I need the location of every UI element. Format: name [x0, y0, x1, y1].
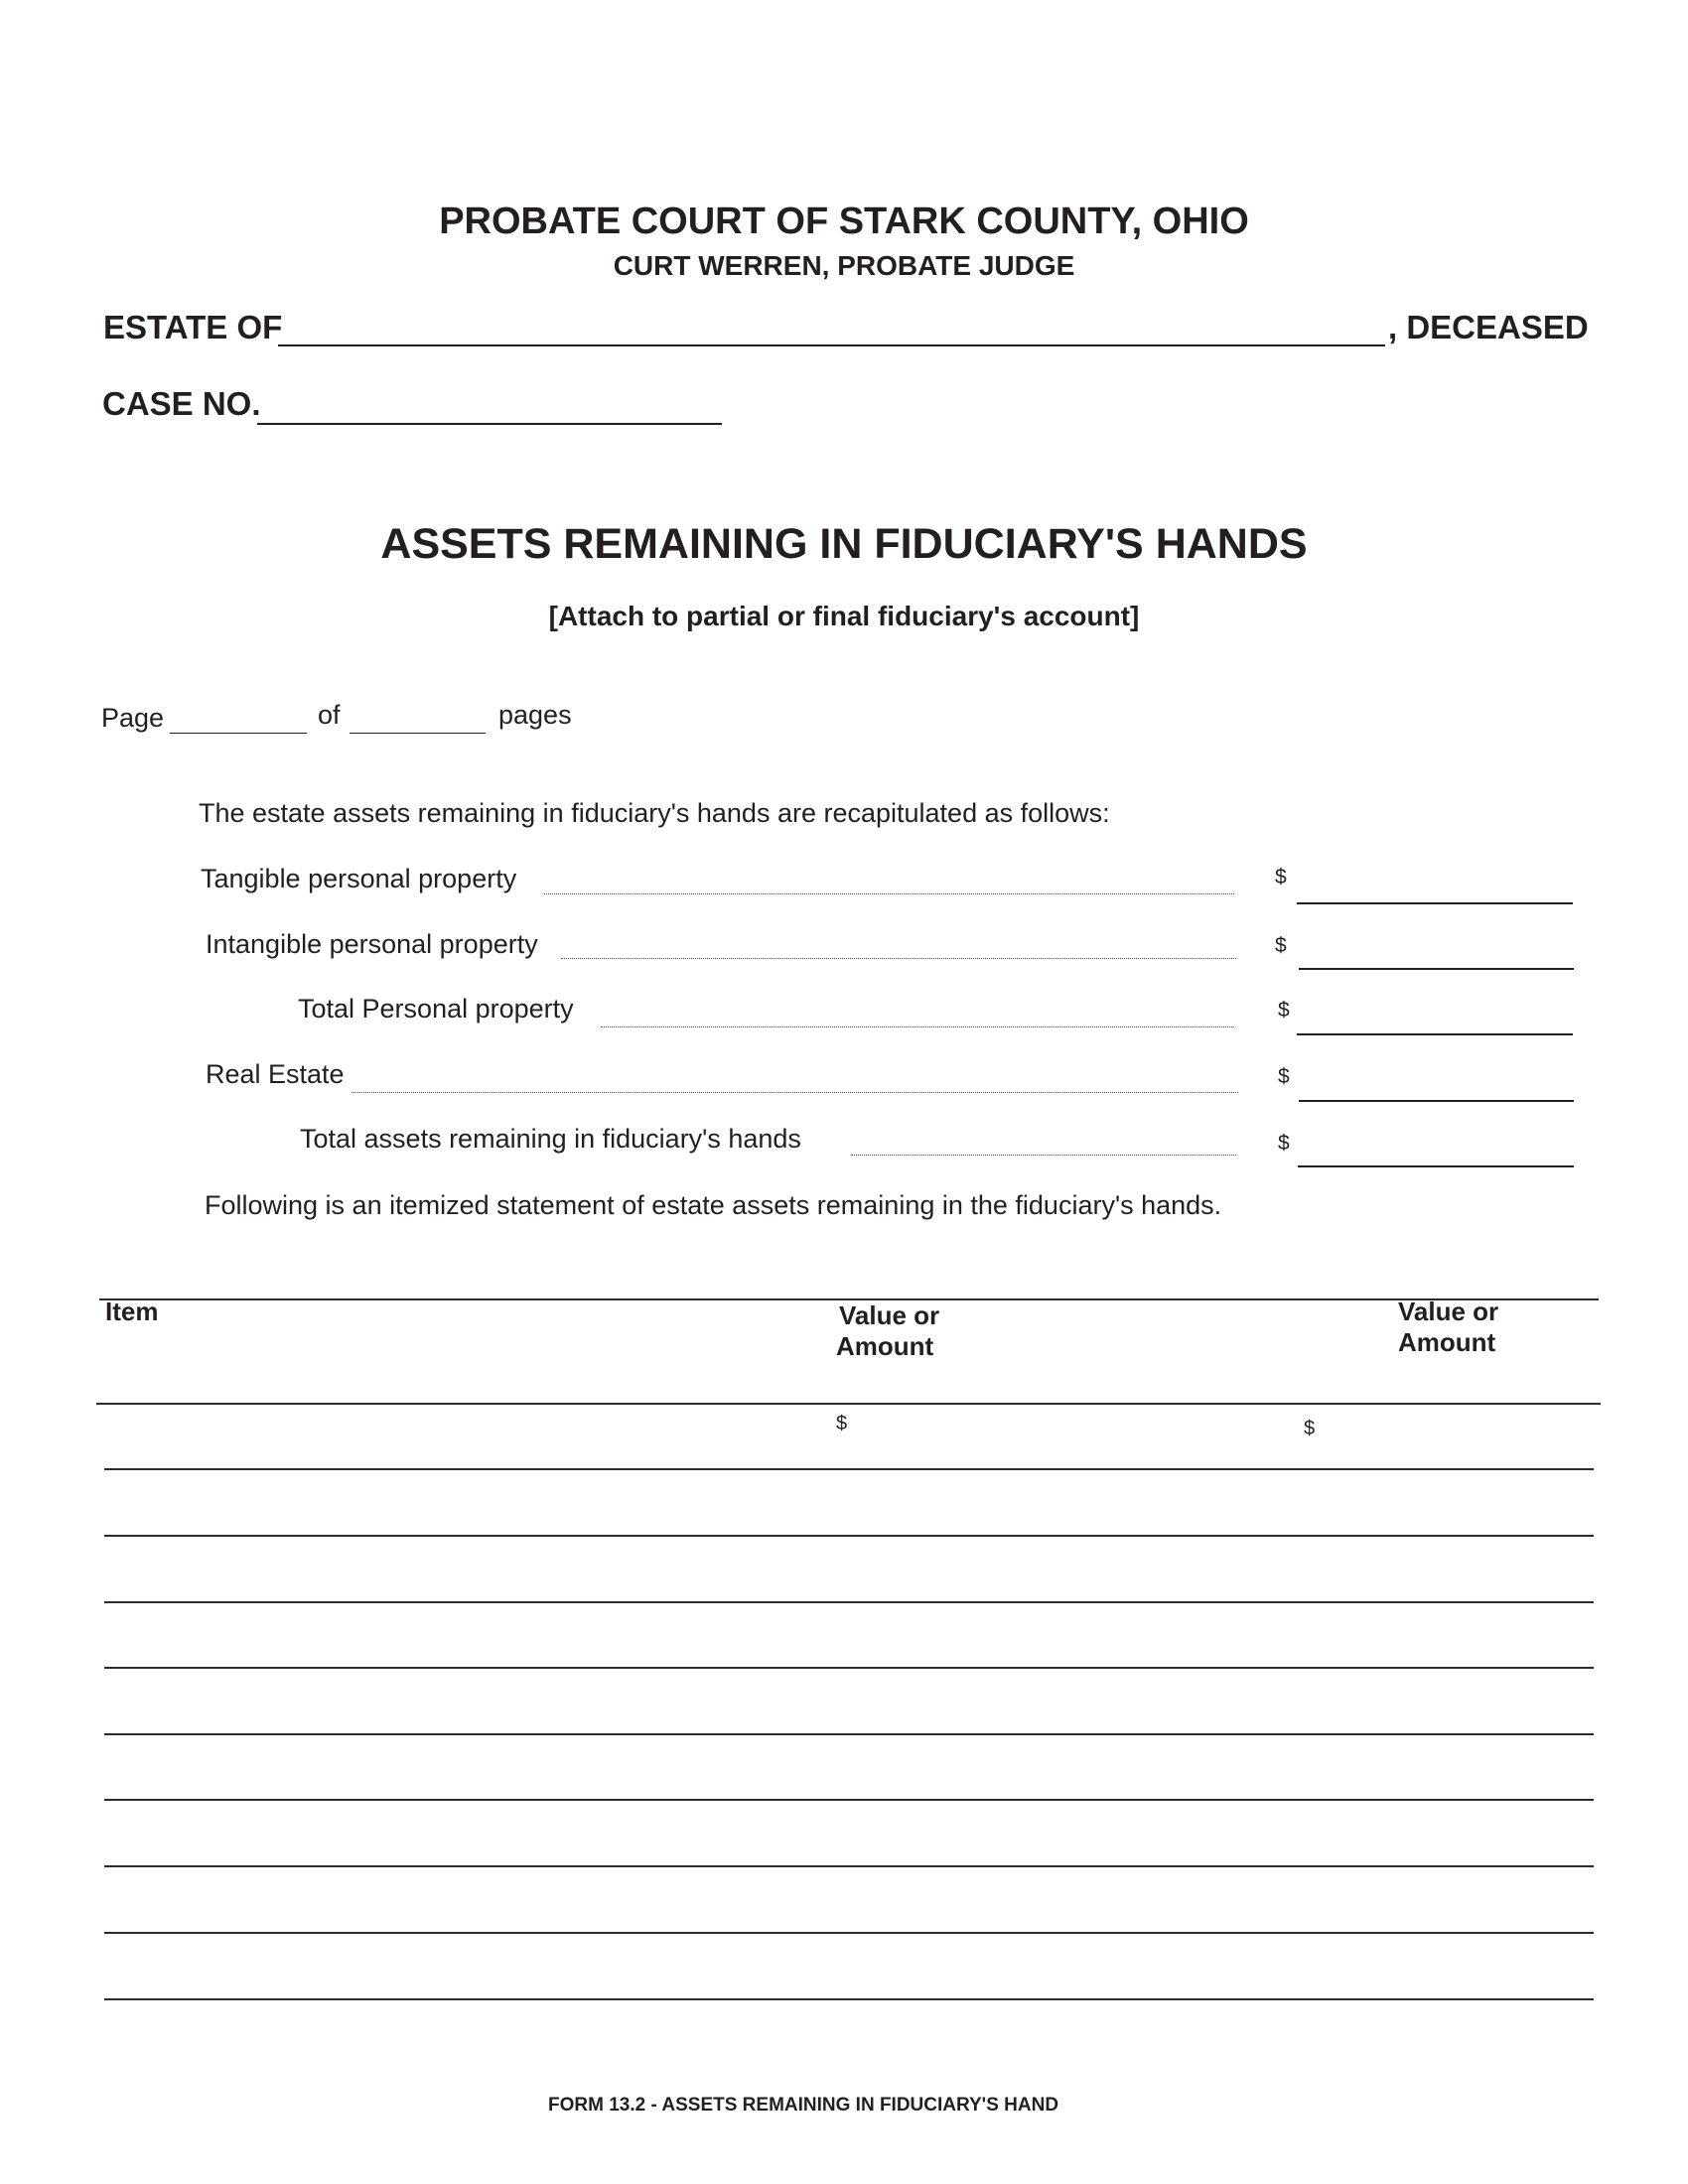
dollar-sign: $ [1275, 866, 1287, 888]
value-2-field[interactable] [1323, 1815, 1591, 1854]
value-underline [1299, 1100, 1574, 1102]
dollar-sign: $ [1278, 1065, 1290, 1088]
column-header-value-1-line2: Amount [836, 1331, 934, 1361]
column-header-value-2-line1: Value or [1398, 1297, 1499, 1326]
item-field[interactable] [107, 1418, 802, 1457]
estate-of-label: ESTATE OF [103, 309, 283, 345]
row-rule [104, 1468, 1594, 1470]
case-no-underline [257, 423, 722, 425]
form-footer: FORM 13.2 - ASSETS REMAINING IN FIDUCIARY'S HAND [548, 2095, 1059, 2116]
value-2-field[interactable] [1323, 1418, 1591, 1457]
of-label: of [318, 700, 341, 730]
column-header-value-1-line1: Value or [839, 1300, 940, 1330]
item-field[interactable] [107, 1683, 802, 1722]
value-underline [1297, 902, 1573, 904]
tangible-property-value-field[interactable] [1301, 868, 1569, 899]
page-title: ASSETS REMAINING IN FIDUCIARY'S HANDS [380, 520, 1308, 568]
value-1-field[interactable] [856, 1815, 1273, 1854]
dot-leader [601, 1026, 1234, 1027]
total-assets-value-field[interactable] [1302, 1131, 1570, 1162]
value-2-field[interactable] [1323, 1616, 1591, 1656]
value-1-field[interactable] [856, 1551, 1273, 1590]
row-rule [104, 1799, 1594, 1801]
recap-label-total-assets: Total assets remaining in fiduciary's hands [300, 1124, 801, 1154]
value-2-field[interactable] [1323, 1948, 1591, 1987]
estate-name-underline [278, 344, 1385, 346]
value-underline [1299, 968, 1574, 970]
value-2-field[interactable] [1323, 1484, 1591, 1524]
page-number-underline [170, 733, 307, 734]
value-1-field[interactable] [856, 1881, 1273, 1921]
page-label: Page [101, 703, 165, 733]
dot-leader [352, 1092, 1238, 1093]
item-field[interactable] [107, 1815, 802, 1854]
value-underline [1298, 1165, 1574, 1167]
recap-label-intangible: Intangible personal property [206, 929, 538, 959]
value-1-field[interactable] [856, 1683, 1273, 1722]
column-header-value-2-line2: Amount [1398, 1327, 1496, 1357]
total-personal-property-value-field[interactable] [1301, 999, 1569, 1030]
value-2-field[interactable] [1323, 1551, 1591, 1590]
dollar-sign: $ [1278, 999, 1290, 1022]
dot-leader [561, 958, 1236, 959]
value-1-field[interactable] [856, 1748, 1273, 1788]
value-2-field[interactable] [1323, 1748, 1591, 1788]
intangible-property-value-field[interactable] [1303, 933, 1571, 965]
deceased-label: , DECEASED [1388, 309, 1589, 345]
real-estate-value-field[interactable] [1303, 1065, 1571, 1097]
value-2-field[interactable] [1323, 1683, 1591, 1722]
row-rule [104, 1932, 1594, 1934]
dollar-sign: $ [836, 1413, 848, 1434]
case-no-field[interactable] [264, 387, 716, 421]
recap-label-total-personal: Total Personal property [298, 994, 574, 1024]
item-field[interactable] [107, 1748, 802, 1788]
pages-label: pages [498, 700, 572, 730]
item-field[interactable] [107, 1484, 802, 1524]
column-header-value-1 [836, 1300, 940, 1362]
column-header-value-2 [1398, 1297, 1498, 1358]
value-1-field[interactable] [856, 1418, 1273, 1457]
total-pages-field[interactable] [351, 699, 485, 731]
recap-intro: The estate assets remaining in fiduciary's hands are recapitulated as follows: [199, 798, 1110, 828]
row-rule [104, 1998, 1594, 2000]
table-header-rule [96, 1403, 1601, 1405]
case-no-label: CASE NO. [102, 385, 261, 422]
value-1-field[interactable] [856, 1616, 1273, 1656]
value-1-field[interactable] [856, 1948, 1273, 1987]
item-field[interactable] [107, 1551, 802, 1590]
estate-name-field[interactable] [284, 310, 1376, 343]
value-2-field[interactable] [1323, 1881, 1591, 1921]
recap-label-real-estate: Real Estate [206, 1059, 345, 1089]
dollar-sign: $ [1275, 934, 1287, 957]
itemized-intro: Following is an itemized statement of estate assets remaining in the fiduciary's hands. [205, 1190, 1222, 1220]
column-header-item: Item [105, 1297, 159, 1326]
row-rule [104, 1865, 1594, 1867]
dollar-sign: $ [1278, 1132, 1290, 1155]
value-underline [1297, 1033, 1573, 1035]
value-1-field[interactable] [856, 1484, 1273, 1524]
recap-label-tangible: Tangible personal property [201, 864, 517, 893]
row-rule [104, 1667, 1594, 1669]
dollar-sign: $ [1304, 1418, 1316, 1439]
item-field[interactable] [107, 1616, 802, 1656]
row-rule [104, 1535, 1594, 1537]
total-pages-underline [350, 733, 486, 734]
judge-name: CURT WERREN, PROBATE JUDGE [613, 250, 1075, 281]
row-rule [104, 1733, 1594, 1735]
page-number-field[interactable] [171, 699, 306, 731]
dot-leader [544, 893, 1234, 894]
row-rule [104, 1601, 1594, 1603]
page-subtitle: [Attach to partial or final fiduciary's account] [548, 601, 1140, 631]
dot-leader [851, 1155, 1236, 1156]
item-field[interactable] [107, 1881, 802, 1921]
court-name: PROBATE COURT OF STARK COUNTY, OHIO [439, 201, 1249, 242]
item-field[interactable] [107, 1948, 802, 1987]
